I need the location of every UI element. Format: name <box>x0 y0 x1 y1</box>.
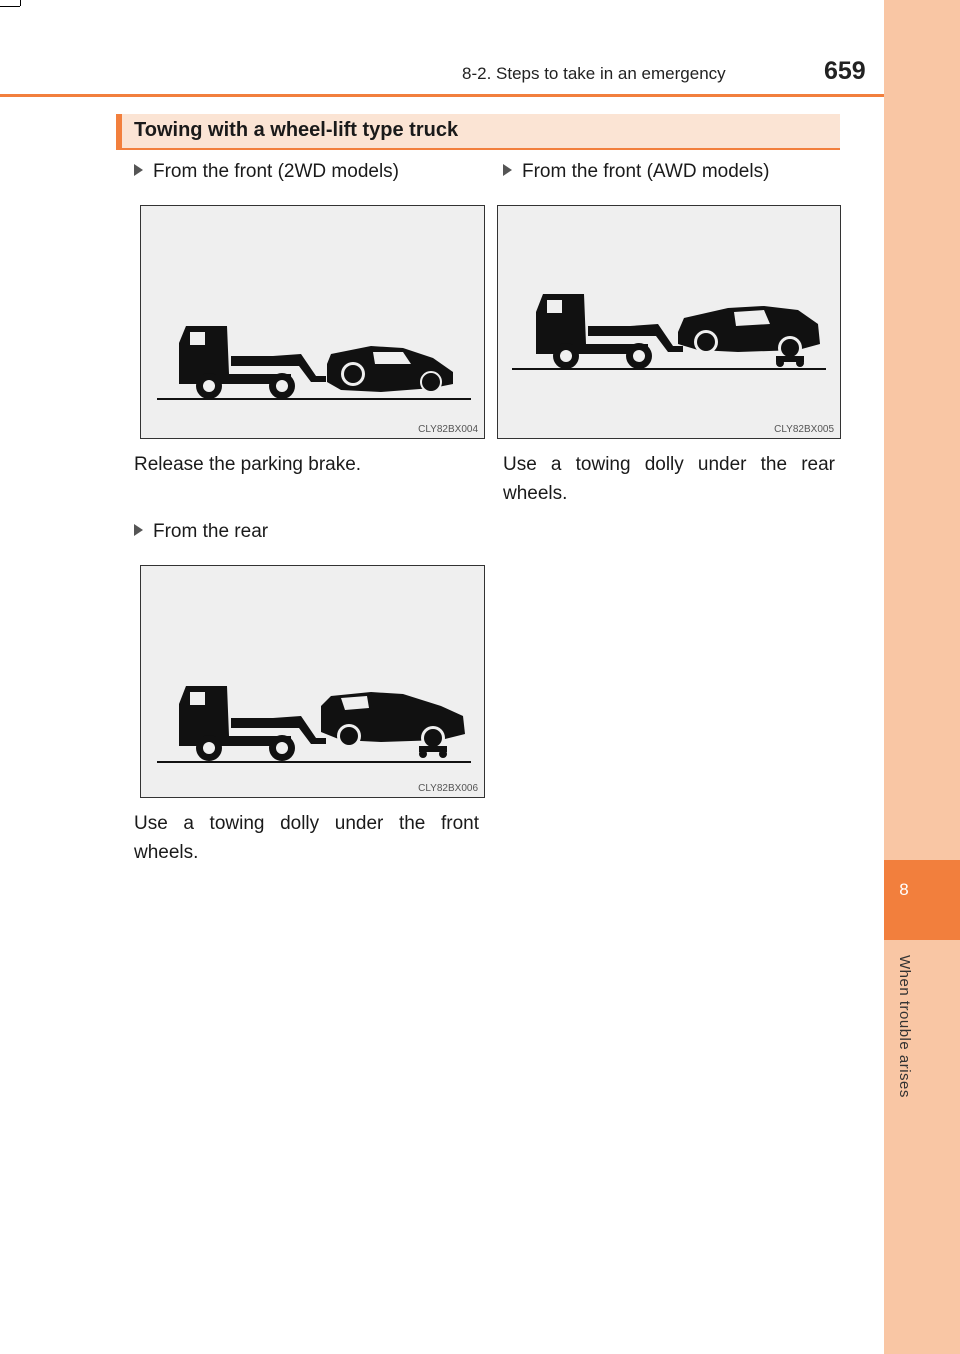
header-rule <box>0 94 884 97</box>
side-tab <box>884 0 960 1354</box>
bullet-label: From the front (2WD models) <box>153 161 399 182</box>
page-number: 659 <box>824 57 866 85</box>
triangle-bullet-icon <box>134 164 143 176</box>
bullet-item-rear <box>134 521 268 543</box>
crop-mark <box>20 0 21 6</box>
figure-code: CLY82BX004 <box>418 424 478 435</box>
chapter-tab <box>884 860 960 940</box>
bullet-item-front-2wd <box>134 161 399 183</box>
figure-tow-front-awd <box>497 205 841 439</box>
instruction-text: Release the parking brake. <box>134 454 362 475</box>
section-title: 8-2. Steps to take in an emergency <box>462 64 726 83</box>
instruction-text: Use a towing dolly under the rear wheels. <box>503 454 835 504</box>
chapter-title: When trouble arises <box>896 955 913 1098</box>
chapter-number: 8 <box>899 880 909 899</box>
triangle-bullet-icon <box>503 164 512 176</box>
figure-code: CLY82BX005 <box>774 424 834 435</box>
tow-truck-rear-illustration <box>141 566 486 799</box>
crop-mark <box>0 6 20 7</box>
bullet-label: From the rear <box>153 521 269 542</box>
bullet-item-front-awd <box>503 161 769 183</box>
tow-truck-front-awd-illustration <box>498 206 842 440</box>
section-heading: Towing with a wheel-lift type truck <box>134 119 459 141</box>
figure-tow-front-2wd <box>140 205 485 439</box>
instruction-text: Use a towing dolly under the front wheels. <box>134 813 479 863</box>
triangle-bullet-icon <box>134 524 143 536</box>
bullet-label: From the front (AWD models) <box>522 161 770 182</box>
figure-tow-rear <box>140 565 485 798</box>
figure-code: CLY82BX006 <box>418 783 478 794</box>
tow-truck-front-2wd-illustration <box>141 206 486 440</box>
